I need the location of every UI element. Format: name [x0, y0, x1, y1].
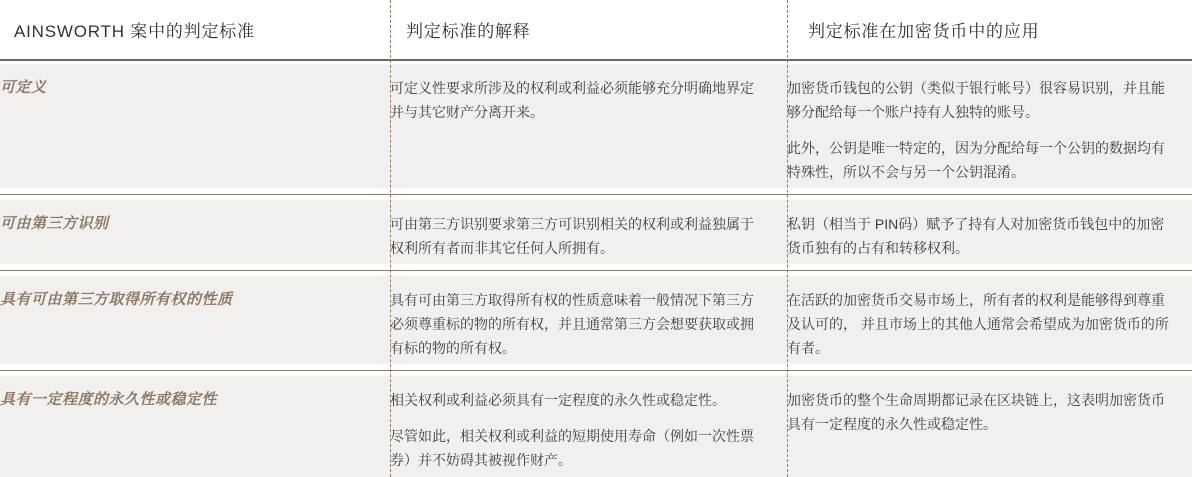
- row-separator: [0, 364, 1192, 376]
- column-divider: [787, 0, 788, 477]
- application-cell: [787, 64, 1192, 188]
- criterion-label: 具有可由第三方取得所有权的性质: [0, 276, 390, 364]
- explanation-cell: [390, 376, 787, 477]
- row-separator: [0, 264, 1192, 276]
- column-header-label: 判定标准在加密货币中的应用: [808, 22, 1040, 41]
- application-paragraph: 加密货币钱包的公钥（类似于银行帐号）很容易识别，并且能够分配给每一个账户持有人独特的账号。: [787, 80, 1165, 120]
- criterion-label: 具有一定程度的永久性或稳定性: [0, 376, 390, 477]
- column-header-label: AINSWORTH 案中的判定标准: [14, 22, 255, 41]
- criterion-label: 可由第三方识别: [0, 200, 390, 264]
- explanation-paragraph: 具有可由第三方取得所有权的性质意味着一般情况下第三方必须尊重标的物的所有权，并且通常第三方会想要获取或拥有标的物的所有权。: [390, 292, 754, 356]
- application-paragraph: 此外，公钥是唯一特定的，因为分配给每一个公钥的数据均有特殊性，所以不会与另一个公钥混淆。: [787, 140, 1165, 180]
- explanation-paragraph: 相关权利或利益必须具有一定程度的永久性或稳定性。: [390, 392, 726, 408]
- column-header-criteria: [0, 0, 390, 61]
- application-paragraph: 在活跃的加密货币交易市场上，所有者的权利是能够得到尊重及认可的， 并且市场上的其他人通常会希望成为加密货币的所有者。: [787, 292, 1169, 356]
- separator-line: [0, 370, 1192, 371]
- separator-line: [0, 194, 1192, 195]
- explanation-paragraph: 可定义性要求所涉及的权利或利益必须能够充分明确地界定并与其它财产分离开来。: [390, 80, 754, 120]
- column-header-application: [787, 0, 1192, 61]
- application-paragraph: 私钥（相当于 PIN码）赋予了持有人对加密货币钱包中的加密货币独有的占有和转移权利。: [787, 216, 1165, 256]
- column-header-label: 判定标准的解释: [406, 22, 531, 41]
- column-divider: [390, 0, 391, 477]
- row-separator: [0, 188, 1192, 200]
- application-cell: [787, 376, 1192, 477]
- separator-line: [0, 270, 1192, 271]
- column-header-explanation: [390, 0, 787, 61]
- explanation-paragraph: 尽管如此，相关权利或利益的短期使用寿命（例如一次性票券）并不妨碍其被视作财产。: [390, 428, 754, 468]
- application-cell: [787, 200, 1192, 264]
- criterion-label: 可定义: [0, 64, 390, 188]
- explanation-cell: [390, 64, 787, 188]
- explanation-cell: [390, 276, 787, 364]
- application-paragraph: 加密货币的整个生命周期都记录在区块链上，这表明加密货币具有一定程度的永久性或稳定性。: [787, 392, 1165, 432]
- application-cell: [787, 276, 1192, 364]
- explanation-paragraph: 可由第三方识别要求第三方可识别相关的权利或利益独属于权利所有者而非其它任何人所拥有。: [390, 216, 754, 256]
- explanation-cell: [390, 200, 787, 264]
